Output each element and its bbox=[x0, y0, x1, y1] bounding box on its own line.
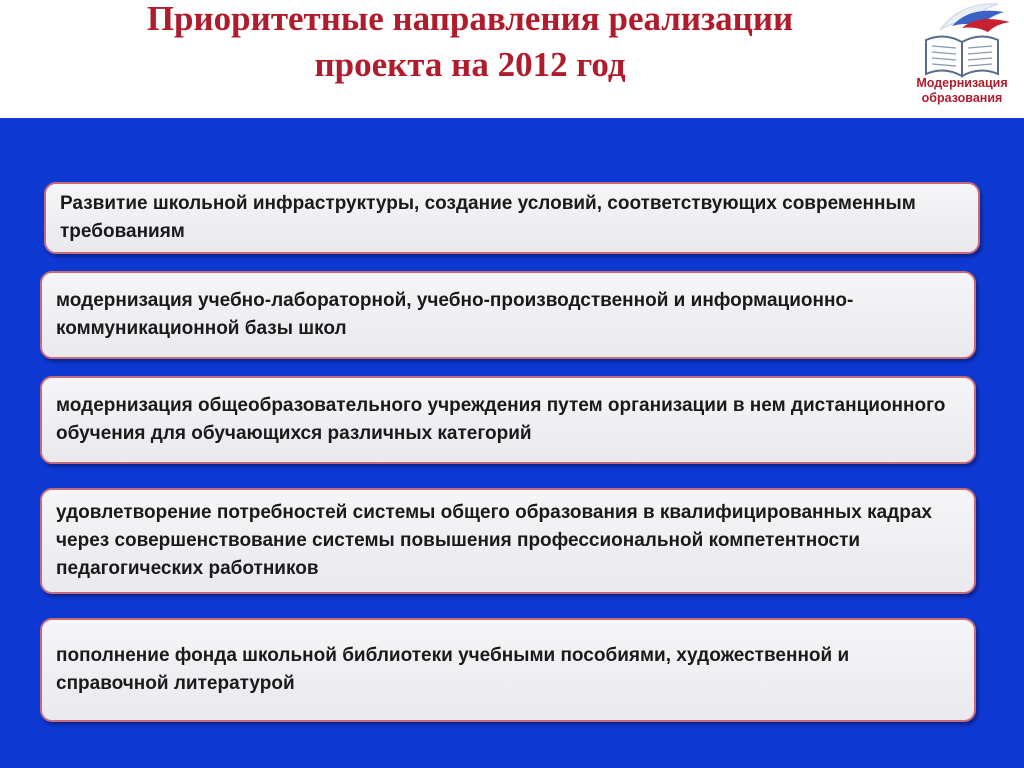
logo bbox=[900, 0, 1024, 118]
priority-text-5: пополнение фонда школьной библиотеки учебными пособиями, художественной и справочной литературой bbox=[56, 645, 850, 694]
open-book-flag-icon bbox=[900, 0, 1024, 80]
title-line-2: проекта на 2012 год bbox=[314, 45, 626, 84]
priority-text-2: модернизация учебно-лабораторной, учебно-производственной и информационно-коммуникационной базы школ bbox=[56, 290, 854, 339]
priority-card-1 bbox=[44, 182, 980, 254]
priority-card-2 bbox=[40, 271, 976, 359]
title-line-1: Приоритетные направления реализации bbox=[146, 0, 794, 38]
priority-card-4 bbox=[40, 488, 976, 594]
header bbox=[0, 0, 1024, 118]
priority-text-4: удовлетворение потребностей системы общего образования в квалифицированных кадрах через совершенствование системы повышения профессиональной компетентности педагогических работников bbox=[56, 502, 932, 579]
logo-line-2: образования bbox=[921, 91, 1003, 105]
priority-card-5 bbox=[40, 618, 976, 722]
priority-text-1: Развитие школьной инфраструктуры, создание условий, соответствующих современным требованиям bbox=[60, 193, 916, 242]
page-title bbox=[60, 0, 880, 88]
priority-card-3 bbox=[40, 376, 976, 464]
logo-line-1: Модернизация bbox=[916, 76, 1008, 90]
logo-text bbox=[900, 76, 1024, 106]
priority-text-3: модернизация общеобразовательного учреждения путем организации в нем дистанционного обучения для обучающихся различных категорий bbox=[56, 395, 946, 444]
